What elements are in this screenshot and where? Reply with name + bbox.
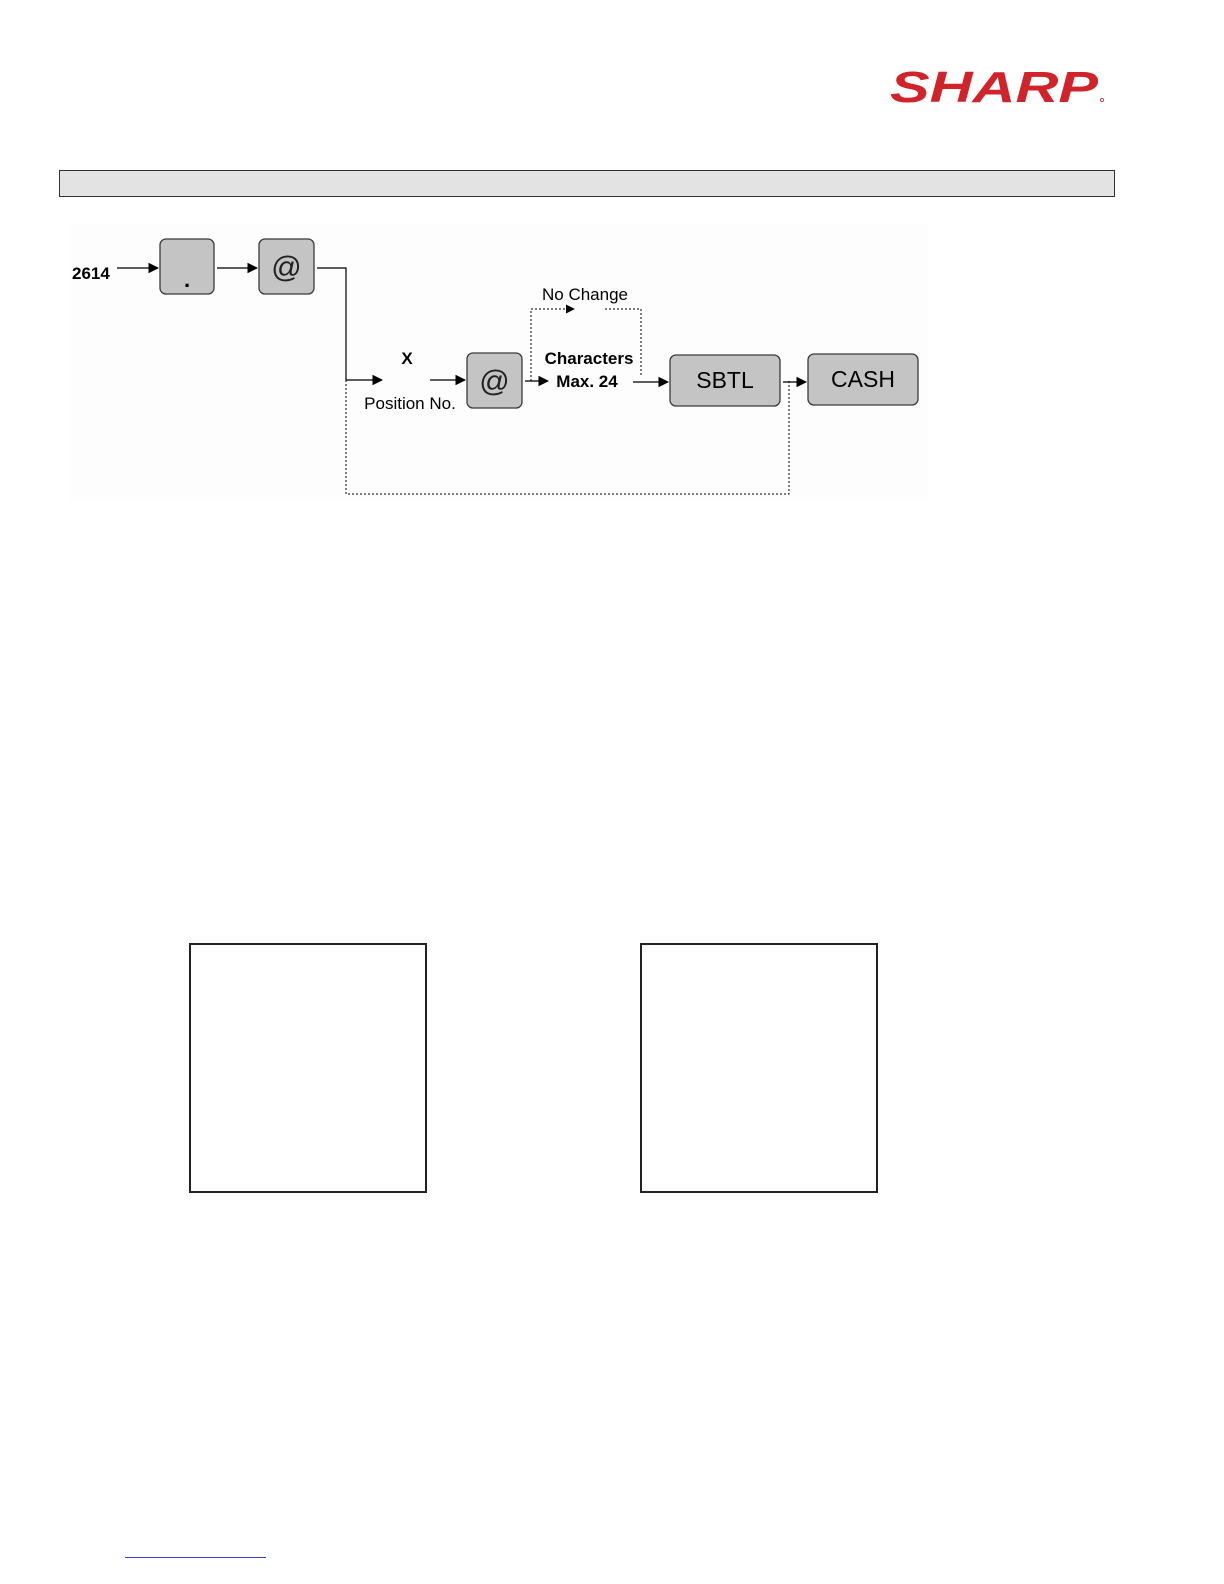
no-change-bypass-dotted (531, 309, 574, 381)
receipt-sample-left (189, 943, 427, 1193)
cash-key (808, 354, 918, 405)
no-change-label: No Change (541, 285, 629, 304)
position-no-label: Position No. (364, 394, 456, 413)
section-header-bar (59, 170, 1115, 197)
max-characters-label: Max. 24 (556, 372, 618, 391)
footer-link-underline[interactable] (125, 1557, 266, 1558)
dot-key (160, 239, 214, 294)
cash-key-label: CASH (831, 366, 895, 392)
sbtl-key-label: SBTL (696, 367, 754, 393)
receipt-sample-right (640, 943, 878, 1193)
registered-mark-icon (1100, 98, 1103, 101)
characters-label: Characters (544, 349, 634, 368)
svg-text:SHARP: SHARP (890, 63, 1099, 110)
start-code-label: 2614 (72, 264, 110, 283)
sbtl-key (670, 355, 780, 406)
x-label: X (401, 349, 413, 368)
key-sequence-diagram (70, 224, 928, 500)
path-at-down (317, 268, 382, 380)
sharp-logo (888, 62, 1108, 110)
at-key-1-label: @ (270, 251, 302, 284)
at-key-2-label: @ (478, 365, 510, 398)
at-key-1 (259, 239, 314, 294)
at-key-2 (467, 353, 522, 408)
dot-key-label: . (183, 267, 191, 292)
